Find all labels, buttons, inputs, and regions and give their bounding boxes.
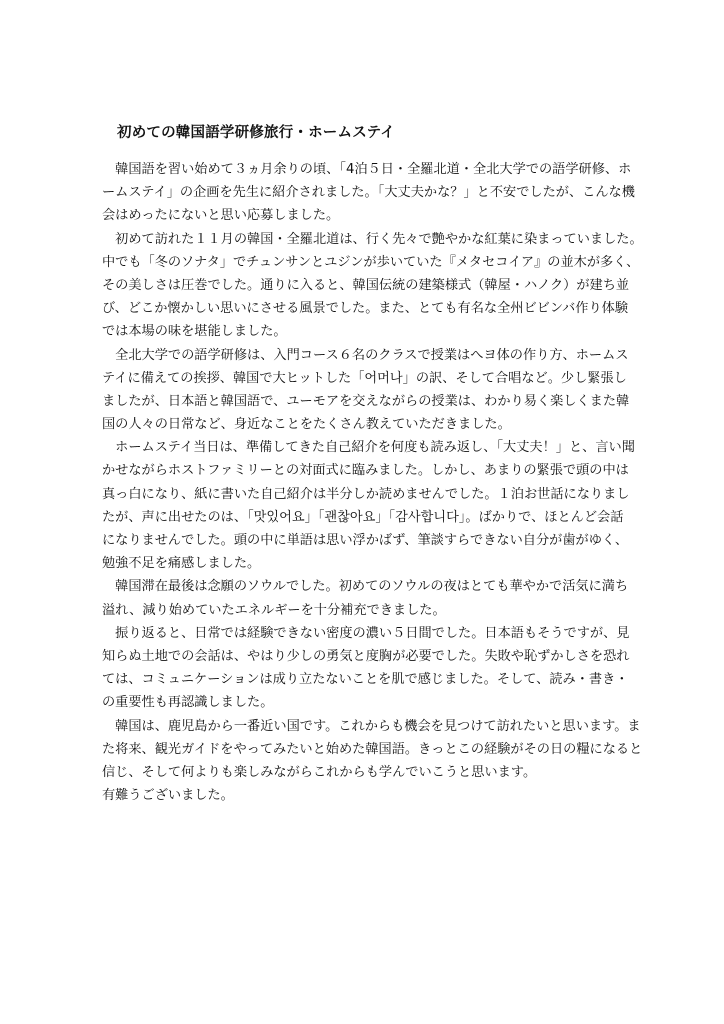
body-line: その美しさは圧巻でした。通りに入ると、韓国伝統の建築様式（韓屋・ハノク）が建ち並 bbox=[102, 277, 630, 293]
body-line: テイに備えての挨拶、韓国で大ヒットした「어머나」の訳、そして合唱など。少し緊張し bbox=[102, 370, 627, 386]
body-line: たが、声に出せたのは、「맛있어요」「괜찮아요」「감사합니다」。ばかりで、ほとんど会話 bbox=[102, 509, 624, 525]
body-line: 勉強不足を痛感しました。 bbox=[102, 556, 261, 572]
document-title: 初めての韓国語学研修旅行・ホームステイ bbox=[117, 125, 395, 141]
body-line: 振り返ると、日常では経験できない密度の濃い５日間でした。日本語もそうですが、見 bbox=[102, 625, 630, 641]
body-line: ームステイ」の企画を先生に紹介されました。「大丈夫かな？」と不安でしたが、こんな機 bbox=[102, 185, 635, 201]
body-line: 全北大学での語学研修は、入門コース６名のクラスで授業はへヨ体の作り方、ホームス bbox=[102, 347, 629, 363]
body-line: 初めて訪れた１１月の韓国・全羅北道は、行く先々で艶やかな紅葉に染まっていました。 bbox=[102, 231, 643, 247]
body-line: になりませんでした。頭の中に単語は思い浮かばず、筆談すらできない自分が歯がゆく、 bbox=[102, 533, 629, 548]
body-line: 韓国滞在最後は念願のソウルでした。初めてのソウルの夜はとても華やかで活気に満ち bbox=[102, 579, 629, 595]
body-line: では本場の味を堪能しました。 bbox=[102, 324, 287, 340]
body-line: 有難うございました。 bbox=[102, 788, 234, 804]
body-line: 韓国は、鹿児島から一番近い国です。これからも機会を見つけて訪れたいと思います。ま bbox=[102, 718, 641, 734]
body-line: 溢れ、減り始めていたエネルギーを十分補充できました。 bbox=[102, 602, 446, 618]
body-line: た将来、観光ガイドをやってみたいと始めた韓国語。きっとこの経験がその日の糧になると bbox=[102, 741, 643, 757]
body-line: び、どこか懐かしい思いにさせる風景でした。また、とても有名な全州ビビンバ作り体験 bbox=[102, 301, 629, 317]
body-line: の重要性も再認識しました。 bbox=[102, 695, 274, 711]
body-line: ホームステイ当日は、準備してきた自己紹介を何度も読み返し、「大丈夫！」と、言い聞 bbox=[102, 440, 635, 456]
body-line: 真っ白になり、紙に書いた自己紹介は半分しか読めませんでした。１泊お世話になりまし bbox=[102, 486, 630, 502]
body-line: 信じ、そして何よりも楽しみながらこれからも学んでいこうと思います。 bbox=[102, 764, 537, 780]
body-line: かせながらホストファミリーとの対面式に臨みました。しかし、あまりの緊張で頭の中は bbox=[102, 463, 629, 479]
body-line: 国の人々の日常など、身近なことをたくさん教えていただきました。 bbox=[102, 417, 511, 433]
body-line: 中でも「冬のソナタ」でチュンサンとユジンが歩いていた『メタセコイア』の並木が多く、 bbox=[102, 254, 640, 270]
document-body bbox=[102, 158, 643, 807]
body-line: 韓国語を習い始めて３ヵ月余りの頃、「4泊５日・全羅北道・全北大学での語学研修、ホ bbox=[102, 162, 632, 177]
body-line: 知らぬ土地での会話は、やはり少しの勇気と度胸が必要でした。失敗や恥ずかしさを恐れ bbox=[102, 648, 630, 664]
body-line: 会はめったにないと思い応募しました。 bbox=[102, 208, 340, 224]
body-line: ては、コミュニケーションは成り立たないことを肌で感じました。そして、読み・書き・ bbox=[102, 672, 629, 688]
body-line: ましたが、日本語と韓国語で、ユーモアを交えながらの授業は、わかり易く楽しくまた韓 bbox=[102, 393, 630, 409]
